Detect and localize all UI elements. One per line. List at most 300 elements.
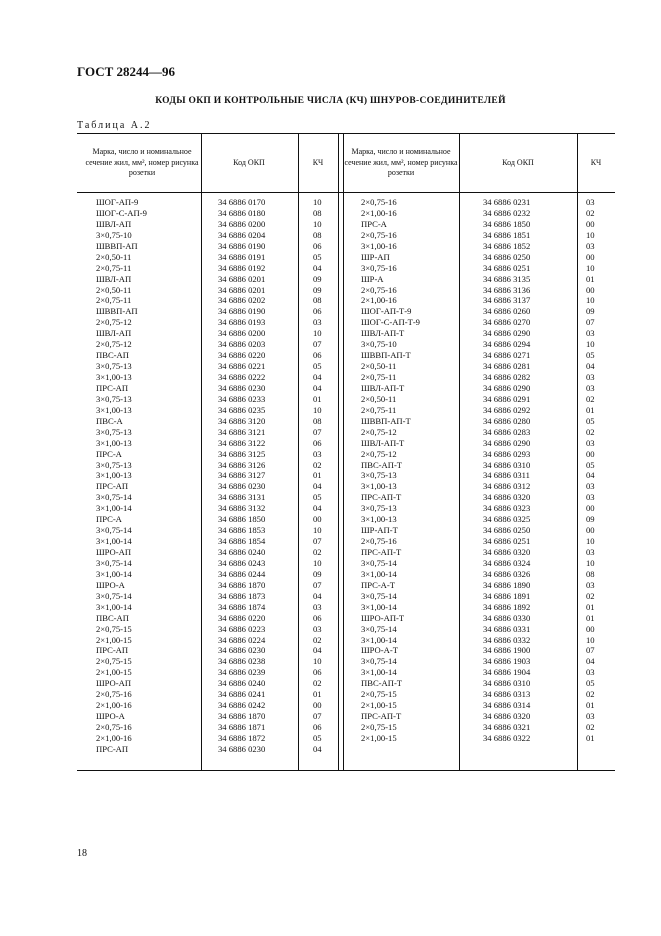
mark-cell: 3×1,00-14 — [361, 634, 397, 645]
mark-cell: 2×0,75-12 — [96, 339, 132, 350]
mark-cell: 3×1,00-14 — [96, 536, 132, 547]
mark-cell: 2×0,50-11 — [361, 361, 397, 372]
okp-code-cell: 34 6886 0311 — [483, 470, 530, 481]
kch-cell: 01 — [586, 732, 595, 743]
table-row — [77, 416, 615, 427]
okp-code-cell: 34 6886 0310 — [483, 678, 531, 689]
table-row — [77, 317, 615, 328]
mark-cell: ШР-АП — [361, 251, 390, 262]
table-row — [77, 591, 615, 602]
okp-code-cell: 34 6886 3131 — [218, 492, 266, 503]
okp-code-cell: 34 6886 0320 — [483, 711, 531, 722]
mark-cell: ШВЛ-АП-Т — [361, 328, 405, 339]
table-row — [77, 285, 615, 296]
kch-cell: 09 — [586, 514, 595, 525]
mark-cell: ПРС-А-Т — [361, 579, 396, 590]
mark-cell: ШВЛ-АП — [96, 328, 132, 339]
okp-code-cell: 34 6886 0290 — [483, 437, 531, 448]
okp-code-cell: 34 6886 0242 — [218, 700, 266, 711]
kch-cell: 02 — [313, 634, 322, 645]
okp-code-cell: 34 6886 0202 — [218, 295, 266, 306]
table-row — [77, 427, 615, 438]
okp-code-cell: 34 6886 0230 — [218, 743, 266, 754]
mark-cell: 3×0,75-13 — [361, 503, 397, 514]
mark-cell: 3×1,00-13 — [96, 470, 132, 481]
kch-cell: 00 — [586, 251, 595, 262]
mark-cell: 2×1,00-15 — [96, 667, 132, 678]
kch-cell: 03 — [586, 372, 595, 382]
mark-cell: ШОГ-С-АП-Т-9 — [361, 317, 420, 328]
mark-cell: 2×0,75-12 — [96, 317, 132, 328]
kch-cell: 03 — [586, 437, 595, 448]
okp-code-cell: 34 6886 1854 — [218, 536, 266, 547]
mark-cell: 2×0,50-11 — [96, 284, 132, 295]
kch-cell: 03 — [313, 601, 322, 612]
okp-code-cell: 34 6886 0224 — [218, 634, 266, 645]
table-row — [77, 460, 615, 471]
okp-code-cell: 34 6886 0220 — [218, 612, 266, 623]
okp-code-cell: 34 6886 0230 — [218, 382, 266, 393]
okp-code-cell: 34 6886 0231 — [483, 197, 531, 207]
kch-cell: 02 — [586, 689, 595, 700]
kch-cell: 00 — [586, 503, 595, 514]
kch-cell: 06 — [313, 437, 322, 448]
okp-code-cell: 34 6886 0331 — [483, 623, 531, 634]
kch-cell: 01 — [586, 404, 595, 415]
mark-cell: ШВВП-АП — [96, 306, 138, 317]
okp-code-cell: 34 6886 3120 — [218, 415, 266, 426]
okp-code-cell: 34 6886 0291 — [483, 393, 531, 404]
kch-cell: 04 — [313, 382, 322, 393]
okp-code-cell: 34 6886 0271 — [483, 350, 531, 361]
kch-cell: 03 — [586, 711, 595, 722]
kch-cell: 02 — [313, 678, 322, 689]
mark-cell: ПРС-АП — [96, 645, 129, 656]
table-row — [77, 558, 615, 569]
table-row — [77, 470, 615, 481]
kch-cell: 07 — [313, 536, 322, 547]
okp-code-cell: 34 6886 0250 — [483, 251, 531, 262]
table-row — [77, 339, 615, 350]
kch-cell: 10 — [586, 339, 595, 350]
mark-cell: ПВС-АП — [96, 350, 129, 361]
table-row — [77, 569, 615, 580]
okp-code-cell: 34 6886 0281 — [483, 361, 531, 372]
table-row — [77, 241, 615, 252]
kch-cell: 02 — [586, 722, 595, 732]
kch-cell: 06 — [313, 350, 322, 361]
okp-code-cell: 34 6886 0260 — [483, 306, 531, 317]
table-row — [77, 689, 615, 700]
mark-cell: 3×0,75-13 — [96, 361, 132, 372]
kch-cell: 05 — [313, 361, 322, 372]
table-row — [77, 219, 615, 230]
kch-cell: 10 — [586, 634, 595, 645]
okp-code-cell: 34 6886 3132 — [218, 503, 266, 514]
mark-cell: 2×0,75-16 — [361, 284, 397, 295]
okp-code-cell: 34 6886 0314 — [483, 700, 531, 711]
okp-code-cell: 34 6886 0200 — [218, 328, 266, 339]
mark-cell: 2×1,00-15 — [361, 732, 397, 743]
kch-cell: 07 — [313, 579, 322, 590]
mark-cell: ШРО-А — [96, 711, 125, 722]
kch-cell: 05 — [313, 732, 322, 743]
page-title: КОДЫ ОКП И КОНТРОЛЬНЫЕ ЧИСЛА (КЧ) ШНУРОВ-СОЕДИНИТЕЛЕЙ — [155, 96, 506, 106]
table-row — [77, 252, 615, 263]
kch-cell: 05 — [586, 678, 595, 689]
kch-cell: 02 — [586, 590, 595, 601]
okp-code-cell: 34 6886 0251 — [483, 536, 531, 547]
mark-cell: 3×0,75-13 — [96, 459, 132, 470]
okp-code-cell: 34 6886 3137 — [483, 295, 531, 306]
mark-cell: 2×1,00-16 — [96, 732, 132, 743]
okp-code-cell: 34 6886 0250 — [483, 525, 531, 536]
okp-code-cell: 34 6886 0325 — [483, 514, 531, 525]
okp-code-cell: 34 6886 1874 — [218, 601, 266, 612]
table-row — [77, 711, 615, 722]
kch-cell: 04 — [313, 481, 322, 492]
okp-code-cell: 34 6886 0290 — [483, 382, 531, 393]
kch-cell: 08 — [586, 568, 595, 579]
kch-cell: 10 — [586, 536, 595, 547]
table-row — [77, 536, 615, 547]
mark-cell: 3×0,75-10 — [361, 339, 397, 350]
mark-cell: 3×0,75-14 — [361, 590, 397, 601]
okp-code-cell: 34 6886 1851 — [483, 229, 531, 240]
kch-cell: 03 — [586, 382, 595, 393]
mark-cell: 2×1,00-16 — [96, 700, 132, 711]
mark-cell: 2×0,75-12 — [361, 426, 397, 437]
mark-cell: 2×0,75-11 — [96, 295, 132, 306]
okp-code-cell: 34 6886 0323 — [483, 503, 531, 514]
mark-cell: ШВВП-АП-Т — [361, 350, 411, 361]
table-row — [77, 722, 615, 733]
table-row — [77, 350, 615, 361]
kch-cell: 01 — [586, 700, 595, 711]
mark-cell: ШВЛ-АП-Т — [361, 437, 405, 448]
kch-cell: 06 — [313, 612, 322, 623]
mark-cell: ПРС-А — [361, 218, 387, 229]
mark-cell: ШВВП-АП — [96, 240, 138, 251]
table-row — [77, 438, 615, 449]
okp-code-cell: 34 6886 0313 — [483, 689, 531, 700]
table-row — [77, 744, 615, 755]
mark-cell: 3×1,00-13 — [361, 514, 397, 525]
kch-cell: 03 — [586, 328, 595, 339]
mark-cell: 3×1,00-13 — [96, 404, 132, 415]
kch-cell: 01 — [586, 612, 595, 623]
mark-cell: 3×1,00-14 — [96, 503, 132, 514]
okp-code-cell: 34 6886 0324 — [483, 557, 531, 568]
mark-cell: ПРС-АП — [96, 743, 129, 754]
kch-cell: 06 — [313, 240, 322, 251]
mark-cell: ПРС-АП-Т — [361, 547, 402, 557]
kch-cell: 10 — [313, 328, 322, 339]
okp-code-cell: 34 6886 1850 — [483, 218, 531, 229]
table-row — [77, 328, 615, 339]
mark-cell: ШР-АП-Т — [361, 525, 398, 536]
header-code-left: Код ОКП — [233, 157, 265, 167]
okp-code-cell: 34 6886 0223 — [218, 623, 266, 634]
mark-cell: ПРС-А — [96, 448, 122, 459]
table-row — [77, 230, 615, 241]
mark-cell: 2×0,75-16 — [361, 536, 397, 547]
table-row — [77, 635, 615, 646]
kch-cell: 04 — [313, 645, 322, 656]
mark-cell: 2×0,75-15 — [96, 623, 132, 634]
mark-cell: 2×0,50-11 — [96, 251, 132, 262]
okp-code-cell: 34 6886 1853 — [218, 525, 266, 536]
okp-code-cell: 34 6886 0330 — [483, 612, 531, 623]
kch-cell: 03 — [586, 481, 595, 492]
mark-cell: 2×1,00-16 — [361, 207, 397, 218]
okp-code-cell: 34 6886 0190 — [218, 306, 266, 317]
mark-cell: 3×0,75-16 — [361, 262, 397, 273]
kch-cell: 03 — [586, 579, 595, 590]
mark-cell: 3×0,75-14 — [96, 590, 132, 601]
okp-code-cell: 34 6886 1904 — [483, 667, 531, 678]
mark-cell: 2×1,00-15 — [96, 634, 132, 645]
kch-cell: 04 — [313, 372, 322, 382]
mark-cell: ПРС-АП — [96, 382, 129, 393]
mark-cell: ШОГ-С-АП-9 — [96, 207, 147, 218]
document-standard-header: ГОСТ 28244—96 — [77, 64, 176, 79]
kch-cell: 00 — [586, 218, 595, 229]
kch-cell: 00 — [586, 623, 595, 634]
mark-cell: 3×1,00-14 — [361, 601, 397, 612]
mark-cell: ШРО-АП — [96, 547, 132, 557]
mark-cell: 2×0,50-11 — [361, 393, 397, 404]
okp-code-cell: 34 6886 1872 — [218, 732, 266, 743]
okp-code-cell: 34 6886 0251 — [483, 262, 531, 273]
okp-code-cell: 34 6886 1900 — [483, 645, 531, 656]
header-mark-left: Марка, число и номинальное сечение жил, мм², номер рисунка розетки — [85, 147, 199, 178]
okp-code-cell: 34 6886 0238 — [218, 656, 266, 667]
kch-cell: 01 — [313, 689, 322, 700]
okp-code-cell: 34 6886 0243 — [218, 557, 266, 568]
table-row — [77, 372, 615, 383]
okp-code-cell: 34 6886 0204 — [218, 229, 266, 240]
okp-code-cell: 34 6886 0312 — [483, 481, 531, 492]
mark-cell: 3×0,75-14 — [361, 623, 397, 634]
header-code-right: Код ОКП — [502, 157, 534, 167]
header-kch-right: КЧ — [590, 157, 602, 167]
kch-cell: 04 — [586, 361, 595, 372]
table-row — [77, 274, 615, 285]
kch-cell: 10 — [313, 197, 322, 207]
okp-code-cell: 34 6886 0332 — [483, 634, 531, 645]
mark-cell: ШОГ-АП-9 — [96, 197, 139, 207]
header-mark-right: Марка, число и номинальное сечение жил, мм², номер рисунка розетки — [344, 147, 458, 178]
okp-code-cell: 34 6886 0230 — [218, 645, 266, 656]
table-row — [77, 492, 615, 503]
kch-cell: 04 — [313, 503, 322, 514]
mark-cell: ШРО-АП — [96, 678, 132, 689]
table-row — [77, 263, 615, 274]
table-header — [77, 134, 615, 193]
kch-cell: 01 — [586, 601, 595, 612]
mark-cell: 3×1,00-14 — [96, 568, 132, 579]
okp-code-cell: 34 6886 3127 — [218, 470, 266, 481]
table-row — [77, 700, 615, 711]
kch-cell: 03 — [313, 317, 322, 328]
okp-code-cell: 34 6886 0283 — [483, 426, 531, 437]
table-row — [77, 295, 615, 306]
table-row — [77, 361, 615, 372]
table-row — [77, 613, 615, 624]
mark-cell: 3×1,00-13 — [96, 437, 132, 448]
okp-code-cell: 34 6886 1903 — [483, 656, 531, 667]
mark-cell: 3×0,75-13 — [96, 393, 132, 404]
kch-cell: 04 — [313, 743, 322, 754]
okp-code-cell: 34 6886 1852 — [483, 240, 531, 251]
okp-code-cell: 34 6886 1890 — [483, 579, 531, 590]
codes-table — [77, 133, 615, 771]
okp-code-cell: 34 6886 0294 — [483, 339, 531, 350]
kch-cell: 06 — [313, 306, 322, 317]
mark-cell: 3×0,75-14 — [96, 557, 132, 568]
mark-cell: ПРС-АП-Т — [361, 492, 402, 503]
okp-code-cell: 34 6886 1871 — [218, 722, 266, 732]
mark-cell: 3×0,75-14 — [361, 656, 397, 667]
okp-code-cell: 34 6886 0292 — [483, 404, 531, 415]
mark-cell: ПРС-А — [96, 514, 122, 525]
okp-code-cell: 34 6886 0239 — [218, 667, 266, 678]
kch-cell: 02 — [313, 459, 322, 470]
mark-cell: 2×0,75-11 — [361, 372, 397, 382]
okp-code-cell: 34 6886 1870 — [218, 711, 266, 722]
kch-cell: 03 — [586, 667, 595, 678]
table-row — [77, 197, 615, 208]
table-row — [77, 645, 615, 656]
mark-cell: 2×0,75-15 — [96, 656, 132, 667]
kch-cell: 05 — [313, 492, 322, 503]
table-body — [77, 197, 615, 755]
table-row — [77, 667, 615, 678]
table-row — [77, 547, 615, 558]
kch-cell: 01 — [586, 273, 595, 284]
kch-cell: 07 — [313, 339, 322, 350]
okp-code-cell: 34 6886 1870 — [218, 579, 266, 590]
kch-cell: 02 — [586, 393, 595, 404]
okp-code-cell: 34 6886 0240 — [218, 547, 266, 557]
mark-cell: ПВС-АП-Т — [361, 459, 403, 470]
mark-cell: 2×1,00-15 — [361, 700, 397, 711]
mark-cell: ШР-А — [361, 273, 384, 284]
mark-cell: 3×1,00-13 — [361, 481, 397, 492]
okp-code-cell: 34 6886 0232 — [483, 207, 531, 218]
kch-cell: 00 — [313, 514, 322, 525]
kch-cell: 06 — [313, 667, 322, 678]
mark-cell: 3×1,00-14 — [96, 601, 132, 612]
okp-code-cell: 34 6886 0321 — [483, 722, 531, 732]
table-row — [77, 208, 615, 219]
mark-cell: ШРО-А-Т — [361, 645, 398, 656]
mark-cell: 3×0,75-13 — [96, 426, 132, 437]
kch-cell: 05 — [586, 350, 595, 361]
kch-cell: 05 — [586, 459, 595, 470]
okp-code-cell: 34 6886 0320 — [483, 547, 531, 557]
kch-cell: 02 — [313, 547, 322, 557]
kch-cell: 03 — [313, 448, 322, 459]
kch-cell: 03 — [586, 492, 595, 503]
kch-cell: 04 — [313, 262, 322, 273]
okp-code-cell: 34 6886 3135 — [483, 273, 531, 284]
okp-code-cell: 34 6886 3136 — [483, 284, 531, 295]
mark-cell: 3×1,00-14 — [361, 568, 397, 579]
okp-code-cell: 34 6886 0190 — [218, 240, 266, 251]
okp-code-cell: 34 6886 0240 — [218, 678, 266, 689]
kch-cell: 08 — [313, 229, 322, 240]
okp-code-cell: 34 6886 0230 — [218, 481, 266, 492]
header-kch-left: КЧ — [312, 157, 324, 167]
okp-code-cell: 34 6886 0192 — [218, 262, 266, 273]
kch-cell: 05 — [313, 251, 322, 262]
kch-cell: 03 — [586, 240, 595, 251]
mark-cell: 3×0,75-13 — [361, 470, 397, 481]
table-row — [77, 394, 615, 405]
kch-cell: 10 — [313, 218, 322, 229]
kch-cell: 09 — [313, 284, 322, 295]
okp-code-cell: 34 6886 1892 — [483, 601, 531, 612]
kch-cell: 00 — [586, 448, 595, 459]
okp-code-cell: 34 6886 0170 — [218, 197, 266, 207]
okp-code-cell: 34 6886 1891 — [483, 590, 531, 601]
okp-code-cell: 34 6886 0270 — [483, 317, 531, 328]
okp-code-cell: 34 6886 0322 — [483, 732, 531, 743]
okp-code-cell: 34 6886 0200 — [218, 218, 266, 229]
mark-cell: 3×0,75-14 — [96, 492, 132, 503]
mark-cell: ШРО-А — [96, 579, 125, 590]
kch-cell: 10 — [586, 295, 595, 306]
okp-code-cell: 34 6886 0203 — [218, 339, 266, 350]
okp-code-cell: 34 6886 0180 — [218, 207, 266, 218]
table-row — [77, 678, 615, 689]
kch-cell: 09 — [313, 273, 322, 284]
mark-cell: ШОГ-АП-Т-9 — [361, 306, 412, 317]
kch-cell: 00 — [586, 525, 595, 536]
mark-cell: 3×0,75-14 — [96, 525, 132, 536]
kch-cell: 07 — [313, 711, 322, 722]
kch-cell: 02 — [586, 207, 595, 218]
kch-cell: 09 — [313, 568, 322, 579]
mark-cell: ПРС-АП-Т — [361, 711, 402, 722]
mark-cell: 2×1,00-16 — [361, 295, 397, 306]
kch-cell: 04 — [586, 470, 595, 481]
mark-cell: ШВЛ-АП-Т — [361, 382, 405, 393]
okp-code-cell: 34 6886 0235 — [218, 404, 266, 415]
okp-code-cell: 34 6886 3121 — [218, 426, 266, 437]
kch-cell: 08 — [313, 207, 322, 218]
kch-cell: 10 — [586, 557, 595, 568]
mark-cell: 2×0,75-16 — [96, 722, 132, 732]
okp-code-cell: 34 6886 3122 — [218, 437, 266, 448]
kch-cell: 10 — [313, 404, 322, 415]
okp-code-cell: 34 6886 0191 — [218, 251, 266, 262]
okp-code-cell: 34 6886 0290 — [483, 328, 531, 339]
table-row — [77, 306, 615, 317]
kch-cell: 06 — [313, 722, 322, 732]
kch-cell: 03 — [586, 547, 595, 557]
mark-cell: 3×0,75-10 — [96, 229, 132, 240]
mark-cell: 2×0,75-16 — [96, 689, 132, 700]
mark-cell: 3×0,75-14 — [361, 557, 397, 568]
table-row — [77, 602, 615, 613]
table-row — [77, 514, 615, 525]
kch-cell: 04 — [313, 590, 322, 601]
okp-code-cell: 34 6886 3125 — [218, 448, 266, 459]
table-row — [77, 733, 615, 744]
